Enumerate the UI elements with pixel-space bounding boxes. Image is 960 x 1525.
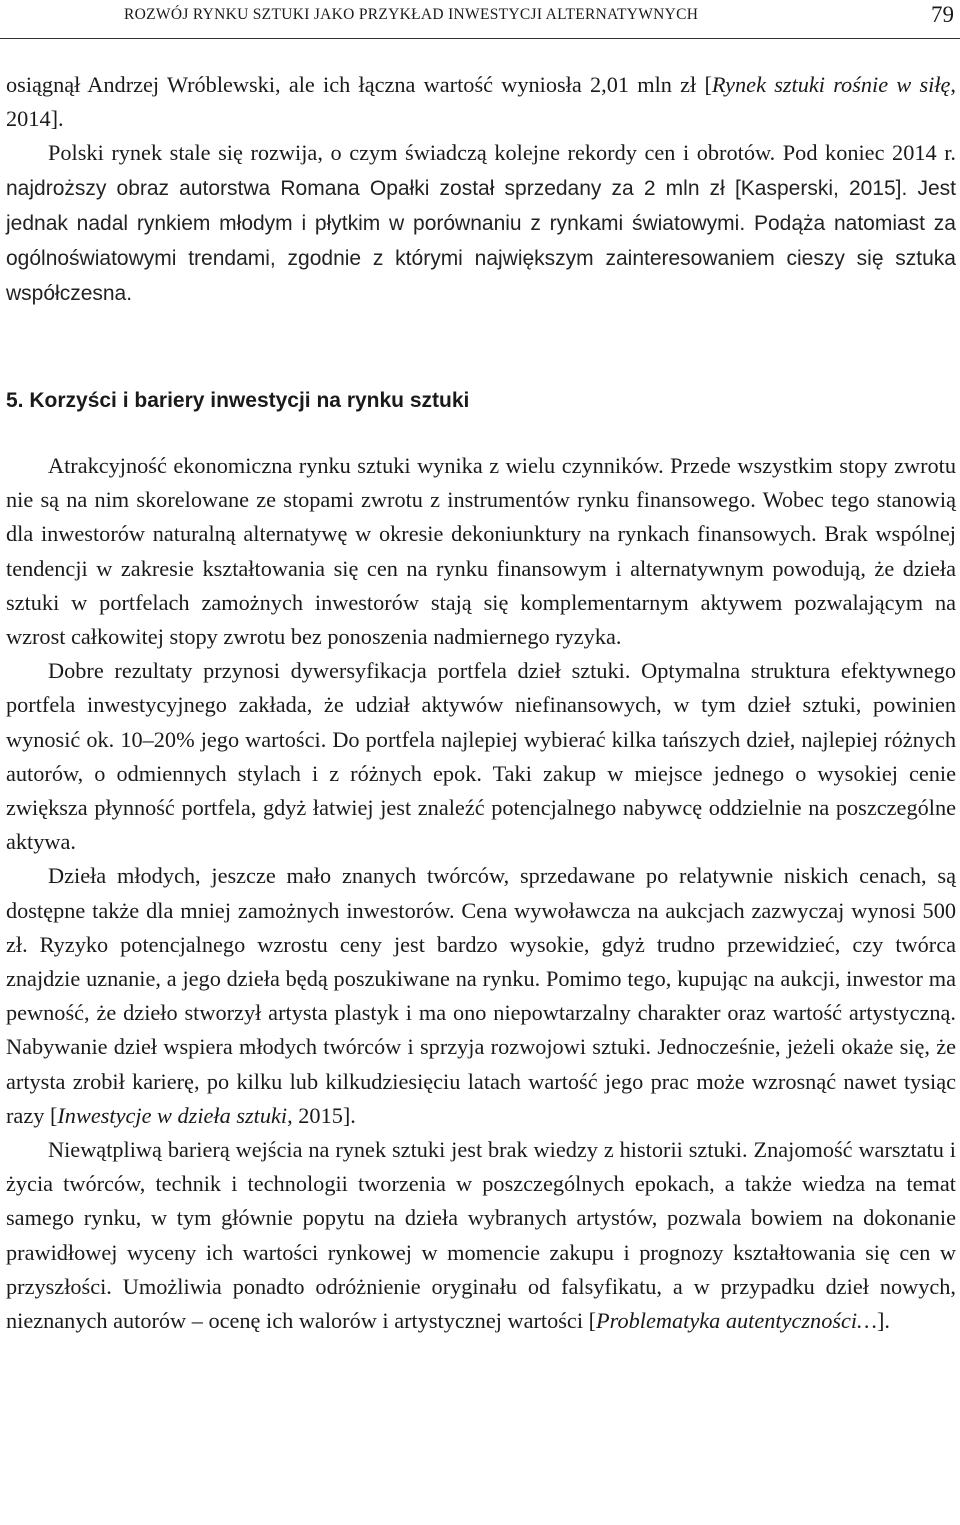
section-body <box>6 449 956 1338</box>
section-paragraph-3 <box>6 859 956 1133</box>
citation-year: , 2014]. <box>6 72 956 132</box>
citation-title: Problematyka autentyczności… <box>596 1308 877 1334</box>
citation-title: Rynek sztuki rośnie w siłę <box>711 72 951 97</box>
section-paragraph-3-text: Dzieła młodych, jeszcze mało znanych twórców, sprzedawane po relatywnie niskich cenach, są dostępne także dla mniej zamożnych inwestorów. Cena wywoławcza na aukcjach zazwyczaj wynosi 500 zł. Ryzyko potencjalnego wzrostu ceny jest bardzo wysokie, gdyż trudno przewidzieć, czy twórca znajdzie uznanie, a jego dzieła będą poszukiwane na rynku. Pomimo tego, kupując na aukcji, inwestor ma pewność, że dzieło stworzył artysta plastyk i ma ono niepowtarzalny charakter oraz wartość artystyczną. Nabywanie dzieł wspiera młodych twórców i sprzyja rozwojowi sztuki. Jednocześnie, jeżeli okaże się, że artysta zrobił karierę, po kilku lub kilkudziesięciu latach wartość jego prac może wzrosnąć nawet tysiąc razy [ <box>6 863 956 1128</box>
citation-year: , 2015]. <box>287 1102 356 1128</box>
running-header <box>0 0 960 39</box>
citation-title: Inwestycje w dzieła sztuki <box>57 1102 288 1128</box>
intro-paragraph-2 <box>6 136 956 311</box>
intro-paragraph-1-text: osiągnął Andrzej Wróblewski, ale ich łączna wartość wyniosła 2,01 mln zł [ <box>6 72 712 97</box>
section-paragraph-1: Atrakcyjność ekonomiczna rynku sztuki wynika z wielu czynników. Przede wszystkim stopy zwrotu nie są na nim skorelowane ze stopami zwrotu z instrumentów rynku finansowego. Wobec tego stanowią dla inwestorów naturalną alternatywę w okresie dekoniunktury na rynkach finansowych. Brak wspólnej tendencji w zakresie kształtowania się cen na rynku finansowym i alternatywnym powodują, że dzieła sztuki w portfelach zamożnych inwestorów stają się komplementarnym aktywem pozwalającym na wzrost całkowitej stopy zwrotu bez ponoszenia nadmiernego ryzyka. <box>6 453 956 650</box>
intro-paragraph-1 <box>6 68 956 136</box>
section-paragraph-4-text: Niewątpliwą barierą wejścia na rynek sztuki jest brak wiedzy z historii sztuki. Znajomość warsztatu i życia twórców, technik i technologii tworzenia w poszczególnych epokach, a także wiedza na temat samego rynku, w tym głównie popytu na dzieła wybranych artystów, pozwala bowiem na dokonanie prawidłowej wyceny ich wartości rynkowej w momencie zakupu i prognozy kształtowania się cen w przyszłości. Umożliwia ponadto odróżnienie oryginału od falsyfikatu, a w przypadku dzieł nowych, nieznanych autorów – ocenę ich walorów i artystycznej wartości [ <box>6 1137 956 1334</box>
section-paragraph-2: Dobre rezultaty przynosi dywersyfikacja portfela dzieł sztuki. Optymalna struktura efektywnego portfela inwestycyjnego zakłada, że udział aktywów niefinansowych, w tym dzieł sztuki, powinien wynosić ok. 10–20% jego wartości. Do portfela najlepiej wybierać kilka tańszych dzieł, najlepiej różnych autorów, o odmiennych stylach i z różnych epok. Taki zakup w miejsce jednego o wysokiej cenie zwiększa płynność portfela, gdyż łatwiej jest znaleźć potencjalnego nabywcę oddzielnie na poszczególne aktywa. <box>6 658 956 855</box>
running-header-title: ROZWÓJ RYNKU SZTUKI JAKO PRZYKŁAD INWESTYCJI ALTERNATYWNYCH <box>124 6 699 23</box>
intro-text <box>6 68 956 311</box>
section-paragraph-4 <box>6 1133 956 1338</box>
citation-close: ]. <box>876 1308 890 1334</box>
section-heading: 5. Korzyści i bariery inwestycji na rynku sztuki <box>6 389 470 412</box>
intro-paragraph-2-sans: najdroższy obraz autorstwa Romana Opałki został sprzedany za 2 mln zł [Kasperski, 2015]. Jest jednak nadal rynkiem młodym i płytkim w porównaniu z rynkami światowymi. Podąża natomiast za ogólnoświatowymi trendami, zgodnie z którymi największym zainteresowaniem cieszy się sztuka współczesna. <box>6 176 956 306</box>
page-number: 79 <box>931 2 954 27</box>
intro-paragraph-2-serif: Polski rynek stale się rozwija, o czym świadczą kolejne rekordy cen i obrotów. Pod koniec 2014 r. <box>48 140 956 166</box>
